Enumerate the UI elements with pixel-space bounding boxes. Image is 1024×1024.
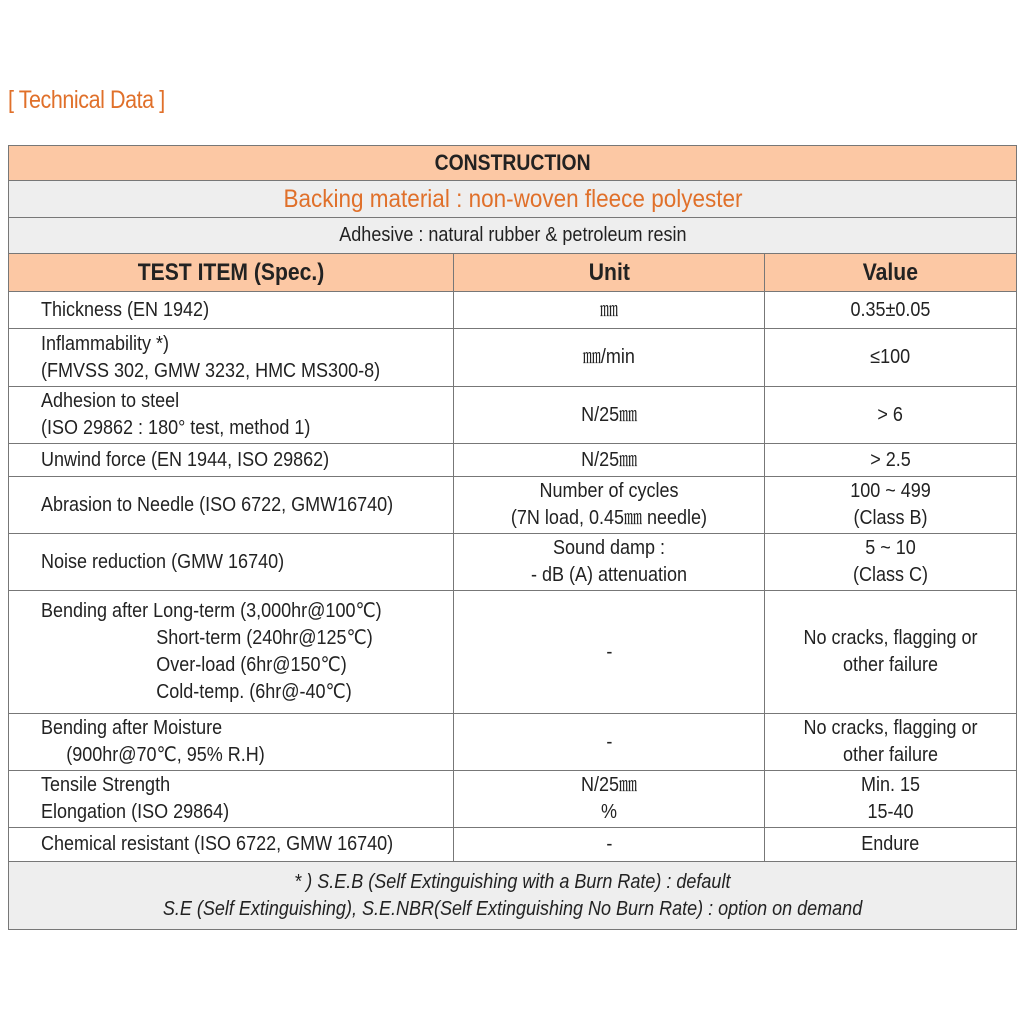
- value-cell: [765, 534, 1017, 591]
- item-cell: [9, 714, 454, 771]
- unit-cell: [454, 329, 765, 387]
- unit-cell: [454, 477, 765, 534]
- item-cell-line: Inflammability *): [41, 332, 170, 355]
- value-cell-line: Min. 15: [860, 774, 921, 796]
- value-cell-line: 5 ~ 10: [865, 537, 916, 559]
- item-cell: [9, 771, 454, 828]
- unit-cell: [454, 714, 765, 771]
- table-row: [9, 771, 1017, 828]
- value-cell: [765, 387, 1017, 444]
- value-cell-line: 100 ~ 499: [850, 480, 931, 502]
- item-cell-line: Bending after Moisture: [41, 717, 223, 739]
- item-cell-line: Over-load (6hr@150℃): [156, 654, 347, 676]
- value-cell-line: other failure: [842, 744, 939, 766]
- value-cell-line: No cracks, flagging or: [803, 627, 978, 649]
- item-cell-line: (ISO 29862 : 180° test, method 1): [41, 417, 311, 439]
- table-row: [9, 387, 1017, 444]
- table-row: [9, 444, 1017, 477]
- item-cell-line: (900hr@70℃, 95% R.H): [66, 744, 265, 766]
- unit-cell-line: Sound damp :: [552, 537, 666, 559]
- footnote-line: S.E (Self Extinguishing), S.E.NBR(Self Extinguishing No Burn Rate) : option on demand: [162, 897, 863, 920]
- value-cell-line: Endure: [861, 833, 920, 855]
- unit-cell: [454, 828, 765, 862]
- value-cell-line: > 2.5: [870, 448, 911, 471]
- value-cell-line: (Class B): [853, 507, 928, 529]
- unit-cell: [454, 534, 765, 591]
- page-title: [ Technical Data ]: [8, 86, 165, 114]
- unit-cell-line: (7N load, 0.45㎜ needle): [510, 507, 708, 529]
- unit-cell-line: -: [605, 833, 612, 855]
- item-cell-line: Thickness (EN 1942): [41, 298, 210, 321]
- table-row: [9, 828, 1017, 862]
- table-row: [9, 292, 1017, 329]
- item-cell: [9, 828, 454, 862]
- backing-material: Backing material : non-woven fleece polyester: [9, 181, 1017, 218]
- value-cell-line: ≤100: [870, 346, 911, 368]
- unit-cell-line: N/25㎜: [580, 448, 638, 471]
- unit-cell: [454, 771, 765, 828]
- value-cell: [765, 771, 1017, 828]
- value-cell-line: 15-40: [867, 801, 914, 823]
- item-cell-line: Short-term (240hr@125℃): [156, 627, 373, 649]
- unit-cell-line: %: [600, 801, 618, 823]
- value-cell: [765, 828, 1017, 862]
- item-cell: [9, 444, 454, 477]
- item-cell-line: Adhesion to steel: [41, 390, 180, 412]
- item-cell: [9, 387, 454, 444]
- table-row: [9, 714, 1017, 771]
- value-cell-line: No cracks, flagging or: [803, 717, 978, 739]
- item-cell-line: Tensile Strength: [41, 774, 171, 796]
- column-header-value: Value: [765, 254, 1017, 292]
- item-cell-line: Elongation (ISO 29864): [41, 801, 230, 823]
- unit-cell: [454, 292, 765, 329]
- unit-cell-line: N/25㎜: [580, 774, 638, 796]
- item-cell: [9, 477, 454, 534]
- construction-heading: CONSTRUCTION: [9, 146, 1017, 181]
- technical-data-table: [8, 145, 1017, 930]
- value-cell-line: > 6: [877, 403, 904, 426]
- item-cell: [9, 591, 454, 714]
- footnote: [9, 862, 1017, 930]
- item-cell-line: Unwind force (EN 1944, ISO 29862): [41, 448, 330, 471]
- table-row: [9, 591, 1017, 714]
- value-cell-line: other failure: [842, 654, 939, 676]
- item-cell-line: Noise reduction (GMW 16740): [41, 550, 285, 573]
- value-cell-line: (Class C): [852, 564, 929, 586]
- test-rows: [9, 292, 1017, 862]
- item-cell-line: Bending after Long-term (3,000hr@100℃): [41, 600, 382, 622]
- unit-cell-line: -: [605, 730, 612, 753]
- column-header-test-item: TEST ITEM (Spec.): [9, 254, 454, 292]
- value-cell: [765, 591, 1017, 714]
- unit-cell-line: - dB (A) attenuation: [530, 564, 688, 586]
- item-cell: [9, 329, 454, 387]
- table-row: [9, 477, 1017, 534]
- item-cell: [9, 534, 454, 591]
- value-cell: [765, 444, 1017, 477]
- unit-cell-line: Number of cycles: [539, 480, 679, 502]
- table-row: [9, 534, 1017, 591]
- item-cell-line: Abrasion to Needle (ISO 6722, GMW16740): [41, 493, 394, 516]
- adhesive: Adhesive : natural rubber & petroleum resin: [9, 218, 1017, 254]
- unit-cell-line: ㎜/min: [582, 346, 636, 368]
- unit-cell-line: -: [605, 640, 612, 663]
- value-cell-line: 0.35±0.05: [850, 298, 931, 321]
- item-cell-line: (FMVSS 302, GMW 3232, HMC MS300-8): [41, 359, 381, 382]
- unit-cell: [454, 444, 765, 477]
- value-cell: [765, 329, 1017, 387]
- unit-cell: [454, 387, 765, 444]
- value-cell: [765, 292, 1017, 329]
- value-cell: [765, 477, 1017, 534]
- unit-cell-line: N/25㎜: [580, 403, 638, 426]
- unit-cell: [454, 591, 765, 714]
- unit-cell-line: ㎜: [600, 298, 618, 321]
- item-cell-line: Chemical resistant (ISO 6722, GMW 16740): [41, 833, 394, 855]
- value-cell: [765, 714, 1017, 771]
- item-cell: [9, 292, 454, 329]
- item-cell-line: Cold-temp. (6hr@-40℃): [156, 681, 352, 703]
- footnote-line: * ) S.E.B (Self Extinguishing with a Burn Rate) : default: [294, 870, 731, 893]
- column-header-unit: Unit: [454, 254, 765, 292]
- table-row: [9, 329, 1017, 387]
